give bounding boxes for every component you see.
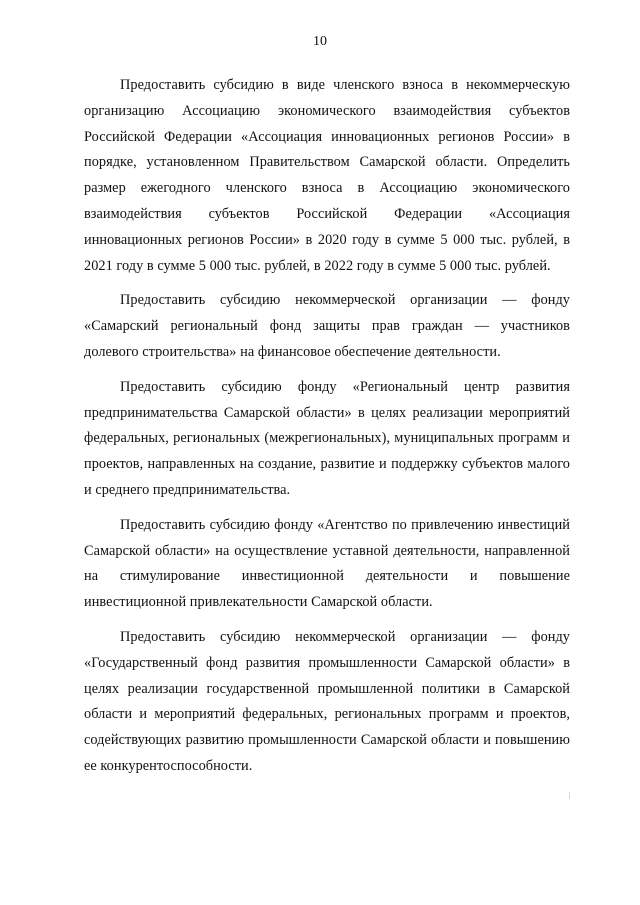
- paragraph-membership-fee: Предоставить субсидию в виде членского взноса в некоммерческую организацию Ассоциацию экономического взаимодействия субъектов Российской Федерации «Ассоциация инновационных регионов России» в порядке, установленном Правительством Самарской области. Определить размер ежегодного членского взноса в Ассоциацию экономического взаимодействия субъектов Российской Федерации «Ассоциация инновационных регионов России» в 2020 году в сумме 5 000 тыс. рублей, в 2021 году в сумме 5 000 тыс. рублей, в 2022 году в сумме 5 000 тыс. рублей.: [84, 77, 570, 274]
- page-number: 10: [313, 34, 327, 49]
- paragraph-investment-agency: Предоставить субсидию фонду «Агентство по привлечению инвестиций Самарской области» на осуществление уставной деятельности, направленной на стимулирование инвестиционной деятельности и повышение инвестиционной привлекательности Самарской области.: [84, 516, 570, 611]
- paragraph-business-center: Предоставить субсидию фонду «Региональный центр развития предпринимательства Самарской области» в целях реализации мероприятий федеральных, региональных (межрегиональных), муниципальных программ и проектов, направленных на создание, развитие и поддержку субъектов малого и среднего предпринимательства.: [84, 378, 570, 498]
- paragraph-housing-fund: Предоставить субсидию некоммерческой организации — фонду «Самарский региональный фонд защиты прав граждан — участников долевого строительства» на финансовое обеспечение деятельности.: [84, 292, 570, 360]
- paragraph-industry-fund: Предоставить субсидию некоммерческой организации — фонду «Государственный фонд развития промышленности Самарской области» в целях реализации государственной промышленной политики в Самарской области и мероприятий федеральных, региональных программ и проектов, содействующих развитию промышленности Самарской области и повышению ее конкурентоспособности.: [84, 628, 570, 774]
- scan-artifact: [569, 792, 570, 799]
- document-body: [84, 73, 570, 789]
